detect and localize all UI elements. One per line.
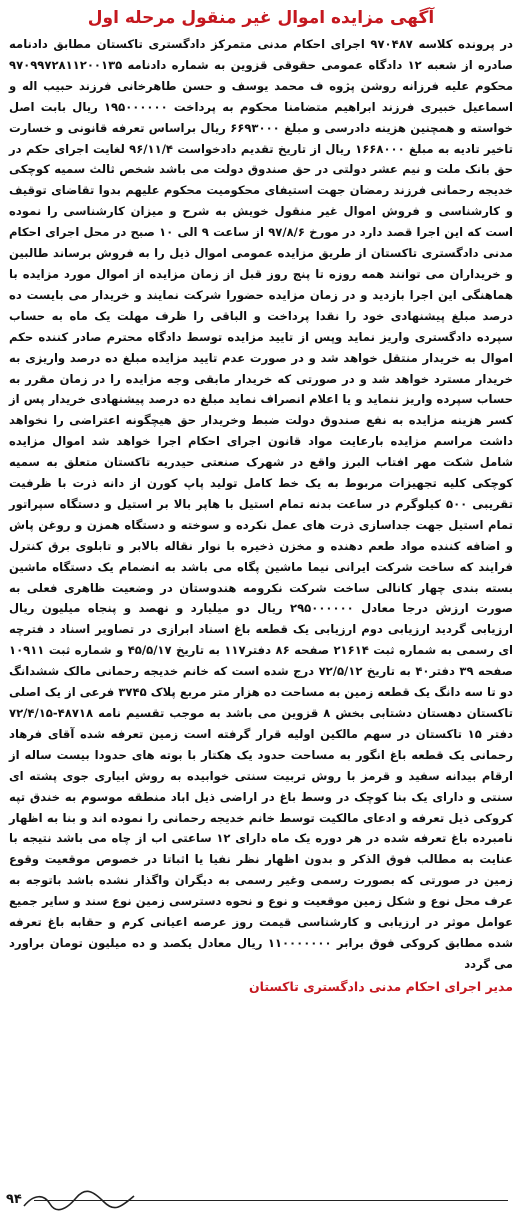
notice-body: در پرونده کلاسه ۹۷۰۴۸۷ اجرای احکام مدنی متمرکز دادگستری تاکستان مطابق دادنامه صادره از شعبه ۱۲ دادگاه عمومی حقوقی قزوین به شماره دادنامه ۹۷۰۹۹۷۲۸۱۱۲۰۰۱۳۵ محکوم علیه فرزانه روشن پژوه ف محمد یوسف و حسن طاهرخانی فرزند حبیب اله و اسماعیل خبیری فرزند ابراهیم متضامنا محکوم به پرداخت ۱۹۵۰۰۰۰۰۰ ریال بابت اصل خواسته و همچنین هزینه دادرسی و مبلغ ۶۶۹۳۰۰۰ ریال براساس تعرفه قانونی و خسارت تاخیر تادیه به مبلغ ۱۶۶۸۰۰۰ ریال از تاریخ تقدیم دادخواست ۹۶/۱۱/۴ لغایت اجرای حکم در حق بانک ملت و نیم عشر دولتی در حق صندوق دولت می باشد شخص ثالث سمیه کوچکی خدیجه رحمانی فرزند رمضان جهت استیفای محکومیت محکوم علیهم بدوا تقاضای توقیف و کارشناسی و فروش اموال غیر منقول خویش به شرح و میزان کارشناسی را نموده است که این اجرا قصد دارد در مورخ ۹۷/۸/۶ از ساعت ۹ الی ۱۰ صبح در محل اجرای احکام مدنی دادگستری تاکستان از طریق مزایده عمومی اموال ذیل را به فروش برساند طالبین و خریداران می توانند همه روزه تا پنج روز قبل از زمان مزایده از اموال مورد مزایده با هماهنگی این اجرا بازدید و در زمان مزایده حضورا شرکت نمایند و خریدار می بایست ده درصد مبلغ پیشنهادی خود را نقدا پرداخت و الباقی را ظرف مهلت یک ماه به حساب سپرده دادگستری واریز نماید وپس از تایید مزایده توسط دادگاه محترم صادر کننده حکم اموال به خریدار منتقل خواهد شد و در صورت عدم تایید مزایده مبلغ ده درصد واریزی به خریدار مسترد خواهد شد و در صورتی که خریدار مابقی وجه مزایده را در زمان مقرر به حساب سپرده واریز ننماید و یا اعلام انصراف نماید مبلغ ده درصد پیشنهادی خریدار پس از کسر هزینه مزایده به نفع صندوق دولت ضبط وخریدار حق هیچگونه اعتراضی را نخواهد داشت مراسم مزایده بارعایت مواد قانون اجرای احکام اجرا خواهد شد اموال مزایده شامل شکت مهر افتاب البرز واقع در شهرک صنعتی حیدریه تاکستان متعلق به سمیه کوچکی کلیه تجهیزات مربوط به یک خط کامل تولید پاپ کورن از دانه ذرت با ظرفیت تقریبی ۵۰۰ کیلوگرم در ساعت بدنه تمام استیل با هاپر بالا بر استیل و دستگاه سپراتور تمام استیل جهت جداسازی ذرت های عمل نکرده و سوخته و دستگاه همزن و روغن پاش و اضافه کننده مواد طعم دهنده و مخزن ذخیره با نوار نقاله بالابر و تابلوی برق کنترل فرایند که ساخت شرکت ایرانی نیما ماشین پگاه می باشد به انضمام یک دستگاه ماشین بسته بندی چهار کانالی ساخت شرکت نکرومه هندوستان در وضعیت ظاهری فعلی به صورت ارزش درجا معادل ۲۹۵۰۰۰۰۰۰ ریال دو میلیارد و نهصد و پنجاه میلیون ریال ارزیابی گردید ارزیابی دوم ارزیابی یک قطعه باغ اسناد ابرازی در تصاویر اسناد د فترچه ای رسمی به شماره ثبت ۲۱۶۱۴ صفحه ۸۶ دفتر۱۱۷ به تاریخ ۴۵/۵/۱۷ و شماره ثبت ۱۰۹۱۱ صفحه ۳۹ دفتر۴۰ به تاریخ ۷۲/۵/۱۲ درج شده است که خانم خدیجه رحمانی مالک ششدانگ دو تا سه دانگ یک قطعه زمین به مساحت ده هزار متر مربع پلاک ۳۷۴۵ فرعی از یک اصلی تاکستان دهستان دشتابی بخش ۸ قزوین می باشد به موجب تقسیم نامه ۴۸۷۱۸-۷۲/۴/۱۵ دفتر ۱۵ تاکستان در سهم مالکین اولیه قرار گرفته است زمین تعرفه شده آقای فرهاد رحمانی یک قطعه باغ انگور به مساحت حدود یک هکتار با بوته های حدودا بیست ساله از ارقام بیدانه سفید و قرمز با روش تربیت سنتی خوابیده به روش ابیاری جوی پشته ای سنتی و دارای یک بنا کوچک در وسط باغ در اراضی ذیل اباد منطقه موسوم به خندق تپه کروکی ذیل تعرفه و ادعای مالکیت توسط خانم خدیجه رحمانی را نموده اند و بنا به اظهار نامبرده باغ تعرفه شده در هر دوره یک ماه دارای ۱۲ ساعتی اب از چاه می باشد نتیجه با عنایت به مطالب فوق الذکر و بدون اظهار نظر نفیا یا اثباتا در خصوص موقعیت وقوع زمین در صورتی که بصورت رسمی وغیر رسمی به دیگران واگذار نشده باشد باتوجه به عرف محل نوع و شکل زمین موقعیت و نوع و نحوه دسترسی زمین نوع سند و سایر جمیع عوامل موثر در ارزیابی و کارشناسی قیمت روز عرصه اعیانی کرم و حقابه باغ تعرفه شده مطابق کروکی فوق برابر ۱۱۰۰۰۰۰۰۰ ریال معادل یکصد و ده میلیون تومان براورد می گردد bbox=[9, 37, 514, 971]
page-footer bbox=[0, 1190, 522, 1212]
signature-scribble-icon bbox=[20, 1190, 140, 1212]
notice-signature: مدیر اجرای احکام مدنی دادگستری تاکستان bbox=[249, 978, 513, 994]
footer-code: ۹۴ bbox=[6, 1192, 22, 1207]
notice-title: آگهی مزایده اموال غیر منقول مرحله اول bbox=[87, 8, 435, 28]
